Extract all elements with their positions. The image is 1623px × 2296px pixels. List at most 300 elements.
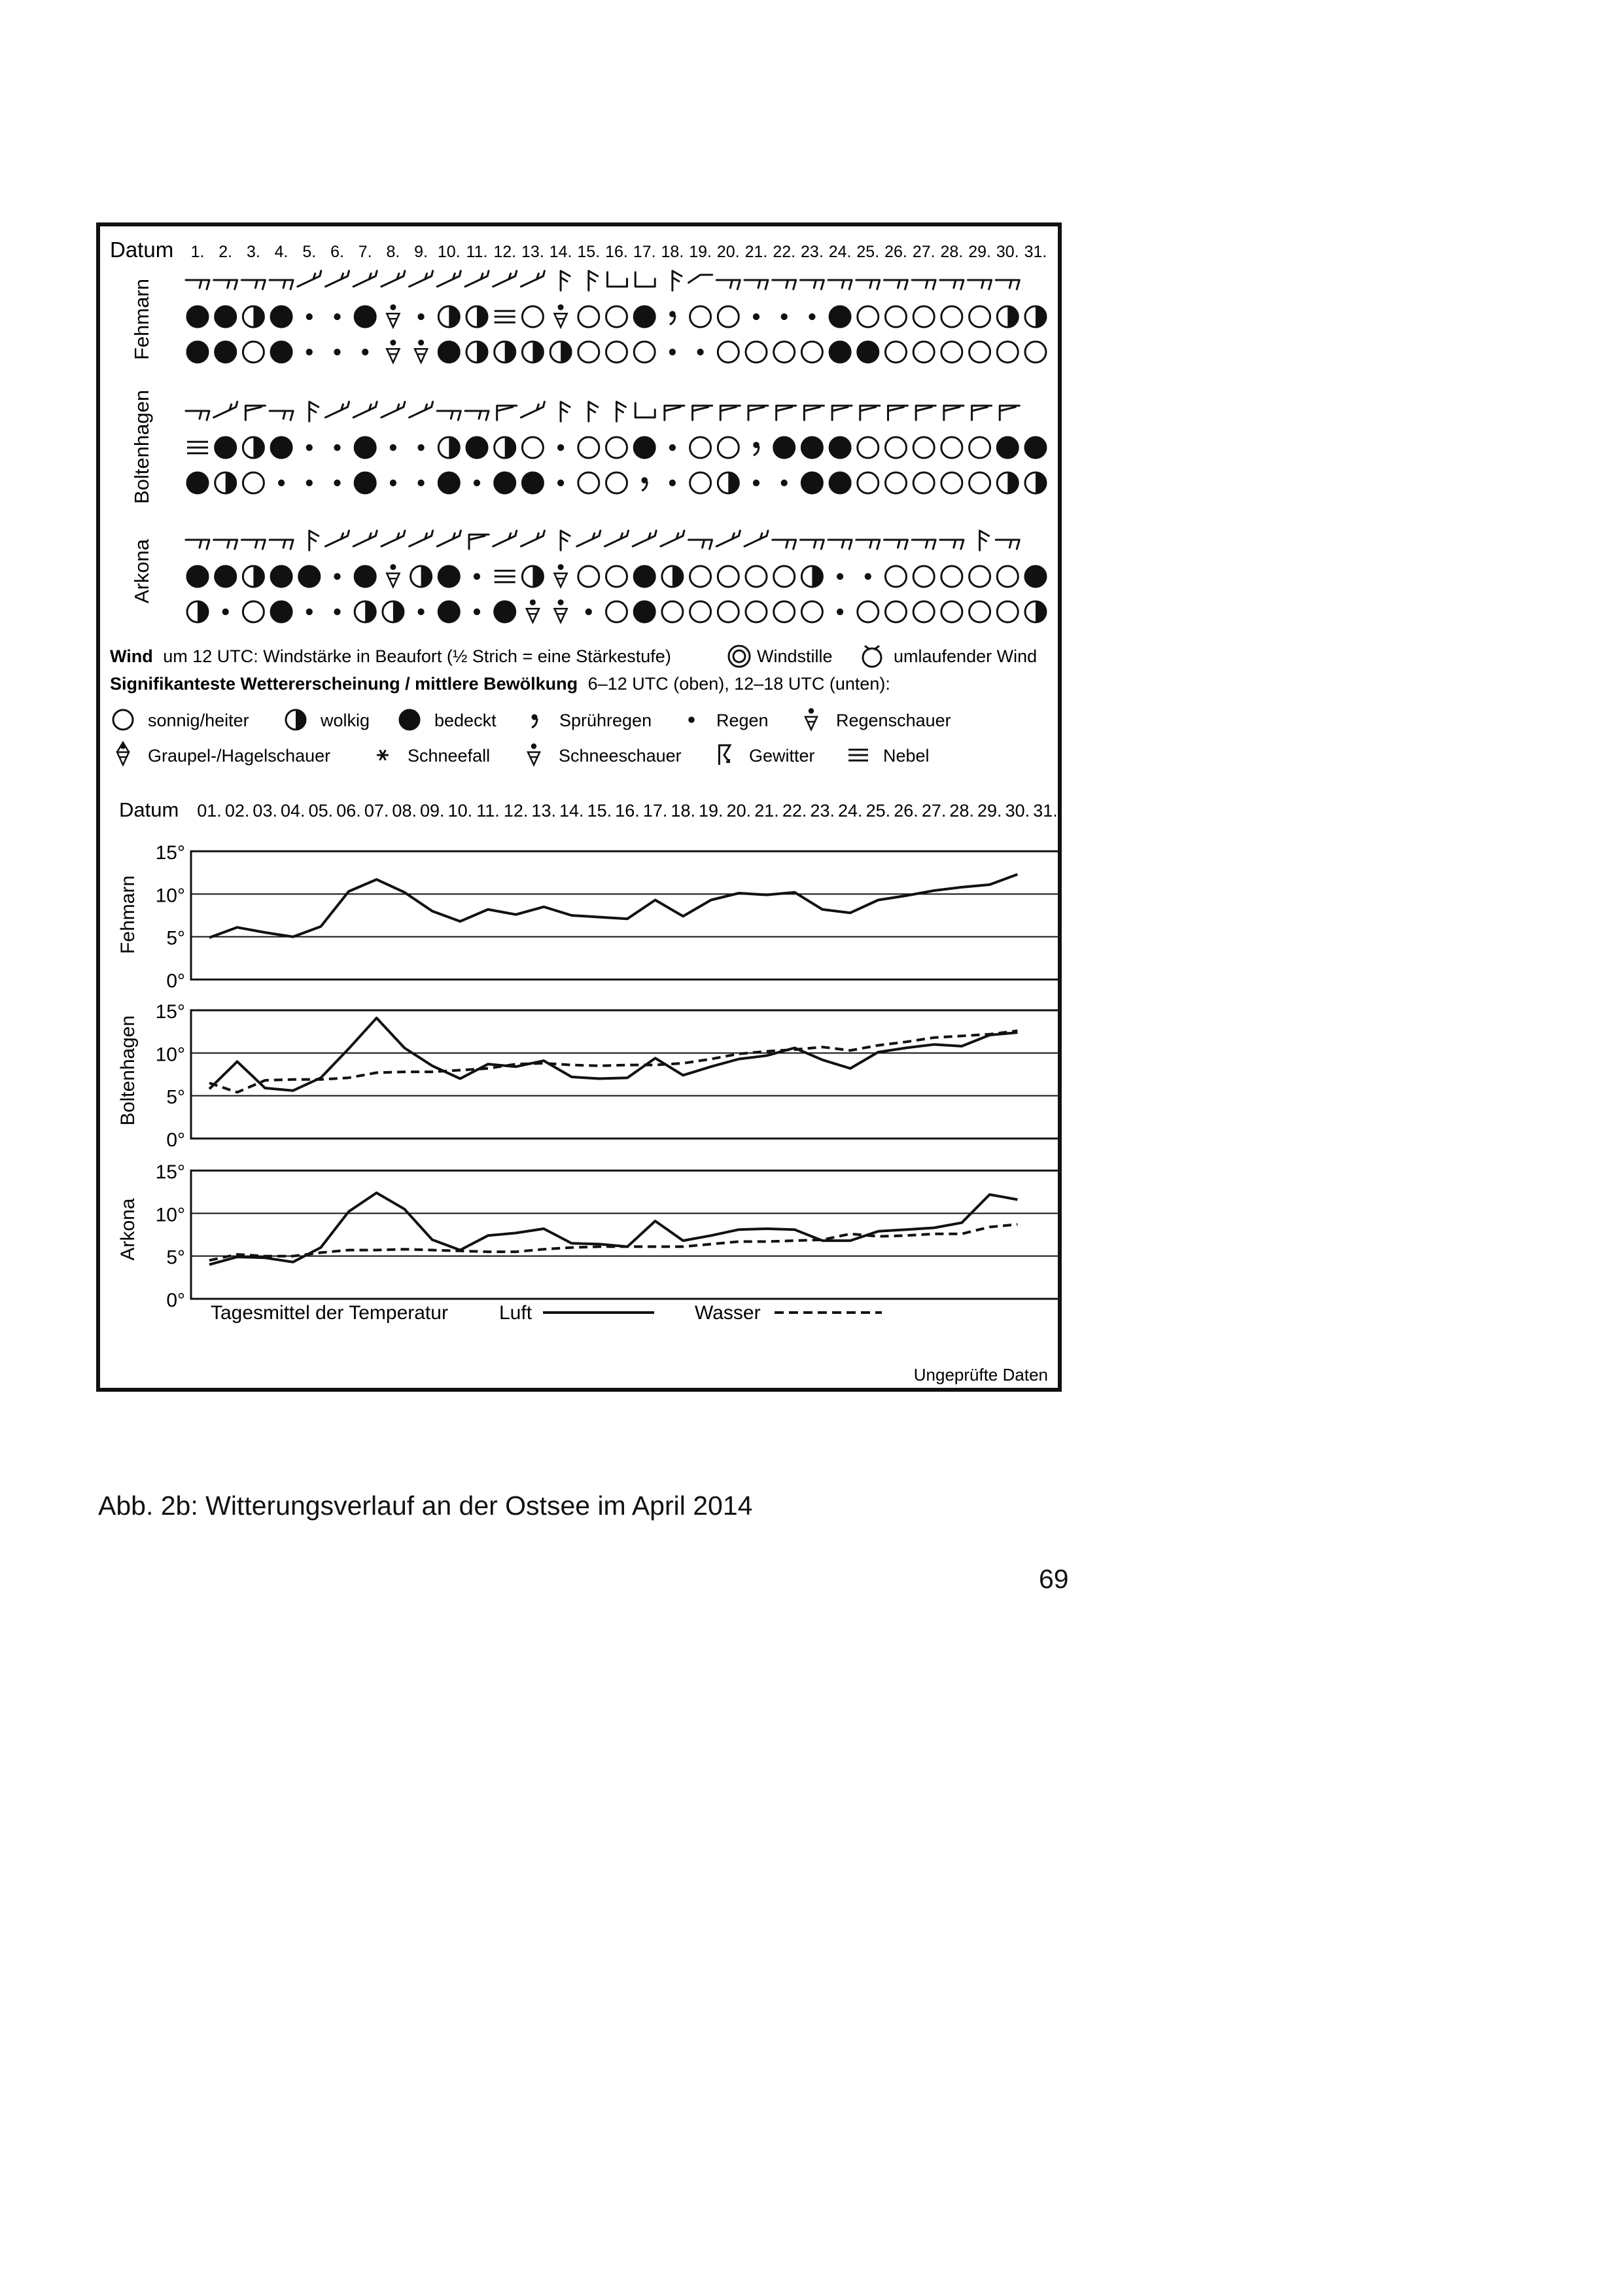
cloudy-icon — [997, 472, 1018, 493]
weather-day-label: 16. — [605, 243, 628, 261]
legend-wind-bold: Wind — [110, 646, 153, 666]
sunny-icon — [718, 342, 739, 362]
y-tick-label: 0° — [166, 970, 185, 992]
temp-day-label: 19. — [699, 801, 724, 821]
overcast-icon — [187, 472, 208, 493]
overcast-icon — [271, 437, 292, 458]
wind-barb-icon — [635, 403, 655, 417]
rain-icon — [306, 349, 313, 355]
sunny-icon — [801, 601, 822, 622]
temp-day-label: 01. — [197, 801, 222, 821]
temp-day-label: 30. — [1005, 801, 1030, 821]
wind-barb-icon — [689, 540, 712, 549]
cloudy-icon — [215, 472, 236, 493]
rain-icon — [390, 444, 396, 451]
wind-barb-icon — [716, 531, 740, 546]
weather-day-label: 31. — [1024, 243, 1047, 261]
legend-item — [286, 710, 370, 730]
cloudy-icon — [522, 566, 543, 587]
sunny-icon — [662, 601, 683, 622]
wind-barb-icon — [298, 271, 321, 287]
rain-icon — [474, 573, 480, 580]
legend — [110, 646, 1037, 766]
rain-shower-icon — [387, 340, 399, 362]
wind-barb-icon — [856, 280, 880, 289]
cloudy-icon — [662, 566, 683, 587]
wind-barb-icon — [410, 271, 433, 287]
sunny-icon — [718, 437, 739, 458]
wind-barb-icon — [980, 531, 989, 550]
temp-panel — [117, 1001, 1060, 1151]
wind-barb-icon — [309, 402, 319, 421]
cloudy-icon — [243, 306, 264, 327]
rain-icon — [837, 573, 843, 580]
temp-day-label: 17. — [642, 801, 668, 821]
rain-icon — [417, 444, 424, 451]
weather-day-label: 8. — [386, 243, 400, 261]
sunny-icon — [969, 566, 990, 587]
temp-day-label: 07. — [364, 801, 389, 821]
rain-icon — [417, 480, 424, 486]
cloudy-icon — [997, 306, 1018, 327]
legend-item-label: sonnig/heiter — [148, 711, 249, 730]
temp-day-label: 22. — [782, 801, 807, 821]
legend-item — [528, 743, 682, 766]
overcast-icon — [634, 566, 655, 587]
overcast-icon — [271, 601, 292, 622]
sunny-icon — [969, 472, 990, 493]
cloudy-icon — [243, 437, 264, 458]
cloudy-icon — [466, 306, 487, 327]
snow-shower-icon — [528, 743, 540, 765]
sunny-icon — [997, 566, 1018, 587]
y-tick-label: 0° — [166, 1290, 185, 1311]
y-tick-label: 10° — [155, 1044, 185, 1066]
temp-day-label: 26. — [894, 801, 918, 821]
wind-barb-icon — [1000, 406, 1019, 420]
sunny-icon — [969, 601, 990, 622]
wind-barb-icon — [437, 271, 461, 287]
weather-day-label: 4. — [274, 243, 288, 261]
rain-icon — [781, 313, 788, 320]
snow-icon — [377, 750, 389, 760]
y-tick-label: 10° — [155, 885, 185, 907]
sunny-icon — [606, 437, 627, 458]
drizzle-icon — [753, 442, 759, 455]
wind-barb-icon — [856, 540, 880, 549]
temp-day-label: 04. — [281, 801, 305, 821]
weather-day-label: 25. — [856, 243, 880, 261]
wind-barb-icon — [996, 540, 1019, 549]
rain-icon — [781, 480, 788, 486]
sunny-icon — [578, 342, 599, 362]
wind-barb-icon — [720, 406, 740, 420]
rain-icon — [585, 609, 592, 615]
sunny-icon — [243, 342, 264, 362]
rain-shower-icon — [555, 304, 567, 327]
wind-barb-icon — [884, 280, 908, 289]
legend-item — [113, 710, 249, 730]
sunny-icon — [969, 437, 990, 458]
sunny-icon — [606, 601, 627, 622]
overcast-icon — [829, 306, 850, 327]
sunny-icon — [746, 601, 767, 622]
legend-wx-text: 6–12 UTC (oben), 12–18 UTC (unten): — [587, 674, 890, 694]
rain-icon — [334, 573, 340, 580]
temp-day-label: 24. — [838, 801, 863, 821]
wind-barb-icon — [561, 271, 570, 291]
svg-text:Signifikanteste Wettererschein — [110, 674, 890, 694]
cloudy-icon — [286, 710, 305, 730]
weather-day-label: 19. — [689, 243, 712, 261]
rain-shower-icon — [555, 564, 567, 587]
rain-shower-icon — [387, 304, 399, 327]
legend-item-label: Schneeschauer — [559, 746, 682, 766]
svg-text:Wind um 12 UTC: Windstär — [110, 646, 671, 666]
thunder-icon — [720, 745, 731, 765]
sunny-icon — [690, 437, 711, 458]
temp-panels — [117, 842, 1060, 1311]
sunny-icon — [941, 566, 962, 587]
weather-day-label: 6. — [330, 243, 344, 261]
sunny-icon — [913, 566, 934, 587]
cloudy-icon — [187, 601, 208, 622]
wind-barb-icon — [912, 540, 935, 549]
overcast-icon — [355, 566, 375, 587]
sunny-icon — [774, 342, 795, 362]
legend-wind-text: um 12 UTC: Windstärke in Beaufort (½ Strich = eine Stärkestufe) — [163, 646, 671, 666]
legend-item-label: Schneefall — [408, 746, 491, 766]
overcast-icon — [355, 472, 375, 493]
weather-day-label: 21. — [744, 243, 768, 261]
sunny-icon — [690, 566, 711, 587]
wind-barb-icon — [888, 406, 908, 420]
wind-barb-icon — [241, 280, 265, 289]
wind-barb-icon — [561, 531, 570, 550]
weather-day-label: 17. — [633, 243, 656, 261]
legend-variable: umlaufender Wind — [894, 646, 1038, 666]
overcast-icon — [438, 342, 459, 362]
legend-item-label: Sprühregen — [559, 711, 652, 730]
temp-day-label: 10. — [447, 801, 473, 821]
temp-day-label: 15. — [587, 801, 612, 821]
temp-day-label: 05. — [308, 801, 334, 821]
wind-barb-icon — [214, 540, 237, 549]
overcast-icon — [829, 472, 850, 493]
weather-day-label: 15. — [577, 243, 601, 261]
rain-icon — [697, 349, 703, 355]
weather-day-label: 22. — [773, 243, 796, 261]
overcast-icon — [187, 342, 208, 362]
sunny-icon — [997, 342, 1018, 362]
variable-wind-icon — [863, 646, 881, 667]
weather-day-label: 28. — [940, 243, 964, 261]
legend-item-label: bedeckt — [434, 711, 497, 730]
overcast-icon — [299, 566, 320, 587]
sunny-icon — [634, 342, 655, 362]
overcast-icon — [634, 437, 655, 458]
temp-day-label: 27. — [921, 801, 947, 821]
wind-barb-icon — [381, 271, 405, 287]
y-tick-label: 5° — [166, 1246, 185, 1269]
rain-shower-icon — [415, 340, 427, 362]
temp-day-labels — [197, 801, 1058, 821]
y-tick-label: 15° — [155, 1161, 185, 1183]
rain-shower-icon — [555, 599, 567, 622]
sunny-icon — [941, 472, 962, 493]
sunny-icon — [997, 601, 1018, 622]
y-tick-label: 15° — [155, 1001, 185, 1023]
weather-day-label: 10. — [437, 243, 461, 261]
wind-barb-icon — [521, 531, 544, 546]
temp-legend-water: Wasser — [695, 1302, 761, 1324]
rain-icon — [306, 609, 313, 615]
sunny-icon — [243, 472, 264, 493]
sunny-icon — [969, 306, 990, 327]
sunny-icon — [913, 342, 934, 362]
rain-icon — [362, 349, 368, 355]
rain-icon — [474, 480, 480, 486]
legend-item-label: Regenschauer — [836, 711, 951, 730]
temp-panel — [117, 842, 1060, 992]
weather-day-label: 9. — [414, 243, 428, 261]
station-label: Boltenhagen — [130, 389, 153, 504]
wind-barb-icon — [493, 271, 517, 287]
sunny-icon — [858, 306, 879, 327]
wind-barb-icon — [521, 402, 544, 417]
legend-item-label: wolkig — [321, 711, 370, 730]
temp-day-label: 08. — [392, 801, 417, 821]
wind-barb-icon — [828, 280, 852, 289]
temp-legend-air: Luft — [499, 1302, 532, 1324]
overcast-icon — [215, 566, 236, 587]
sunny-icon — [690, 601, 711, 622]
wind-barb-icon — [497, 406, 517, 420]
fog-icon — [495, 571, 515, 582]
overcast-icon — [495, 601, 515, 622]
wind-barb-icon — [326, 271, 349, 287]
cloudy-icon — [1025, 306, 1046, 327]
wind-barb-icon — [944, 406, 964, 420]
wind-barb-icon — [661, 531, 684, 546]
wind-barb-icon — [270, 540, 293, 549]
wind-barb-icon — [381, 402, 405, 417]
weather-day-label: 13. — [521, 243, 544, 261]
y-tick-label: 10° — [155, 1204, 185, 1226]
sunny-icon — [913, 306, 934, 327]
temp-day-label: 02. — [224, 801, 250, 821]
rain-icon — [222, 609, 229, 615]
rain-shower-icon — [805, 708, 817, 730]
y-tick-label: 15° — [155, 842, 185, 864]
overcast-icon — [997, 437, 1018, 458]
rain-icon — [557, 444, 564, 451]
rain-icon — [837, 609, 843, 615]
overcast-icon — [215, 437, 236, 458]
rain-icon — [417, 609, 424, 615]
sunny-icon — [243, 601, 264, 622]
wind-barb-icon — [589, 402, 598, 421]
hail-shower-icon — [117, 743, 129, 766]
wind-barb-icon — [940, 280, 964, 289]
sunny-icon — [941, 306, 962, 327]
sunny-icon — [578, 306, 599, 327]
overcast-icon — [438, 566, 459, 587]
cloudy-icon — [1025, 472, 1046, 493]
weather-day-labels — [191, 243, 1047, 261]
overcast-icon — [400, 710, 419, 730]
sunny-icon — [690, 472, 711, 493]
wind-barb-icon — [186, 411, 209, 420]
overcast-icon — [215, 306, 236, 327]
wind-barb-icon — [589, 271, 598, 291]
station-label: Arkona — [130, 539, 153, 604]
rain-shower-icon — [527, 599, 539, 622]
weather-day-label: 20. — [716, 243, 740, 261]
wind-barb-icon — [748, 406, 768, 420]
page-number: 69 — [1039, 1564, 1069, 1594]
temp-day-label: 21. — [754, 801, 779, 821]
overcast-icon — [438, 601, 459, 622]
wind-barb-icon — [465, 411, 489, 420]
temp-day-label: 23. — [810, 801, 835, 821]
temp-day-label: 14. — [559, 801, 584, 821]
overcast-icon — [829, 342, 850, 362]
station-block — [130, 271, 1046, 362]
wind-barb-icon — [617, 402, 626, 421]
wind-barb-icon — [972, 406, 992, 420]
unchecked-data-note: Ungeprüfte Daten — [913, 1365, 1048, 1385]
sunny-icon — [886, 342, 907, 362]
wind-barb-icon — [270, 411, 293, 420]
figure-caption: Abb. 2b: Witterungsverlauf an der Ostsee im April 2014 — [98, 1491, 753, 1521]
rain-icon — [334, 480, 340, 486]
rain-icon — [688, 716, 695, 723]
temp-legend — [211, 1302, 882, 1324]
weather-day-label: 1. — [190, 243, 205, 261]
fog-icon — [187, 442, 208, 453]
weather-day-label: 29. — [968, 243, 991, 261]
overcast-icon — [271, 342, 292, 362]
cloudy-icon — [718, 472, 739, 493]
wind-barb-icon — [353, 271, 377, 287]
wind-barb-icon — [214, 280, 237, 289]
temp-day-label: 03. — [253, 801, 277, 821]
rain-icon — [865, 573, 871, 580]
temp-day-label: 31. — [1033, 801, 1058, 821]
cloudy-icon — [411, 566, 432, 587]
wind-barb-icon — [437, 531, 461, 546]
sunny-icon — [606, 306, 627, 327]
wind-barb-icon — [326, 402, 349, 417]
legend-item — [720, 745, 815, 766]
wind-barb-icon — [940, 540, 964, 549]
temp-station-label: Arkona — [117, 1198, 139, 1261]
sunny-icon — [886, 566, 907, 587]
wind-barb-icon — [744, 280, 768, 289]
wind-barb-icon — [326, 531, 349, 546]
temp-datum-label: Datum — [119, 798, 179, 821]
legend-item — [805, 708, 951, 730]
legend-item-label: Gewitter — [749, 746, 815, 766]
cloudy-icon — [522, 342, 543, 362]
cloudy-icon — [801, 566, 822, 587]
overcast-icon — [522, 472, 543, 493]
cloudy-icon — [438, 437, 459, 458]
cloudy-icon — [550, 342, 571, 362]
legend-item — [400, 710, 497, 730]
temp-day-label: 09. — [420, 801, 445, 821]
wind-barb-icon — [773, 540, 796, 549]
legend-item — [688, 711, 768, 730]
weather-day-label: 2. — [218, 243, 233, 261]
rain-icon — [306, 313, 313, 320]
wind-barb-icon — [916, 406, 935, 420]
overcast-icon — [271, 306, 292, 327]
wind-barb-icon — [186, 540, 209, 549]
sunny-icon — [746, 342, 767, 362]
sunny-icon — [606, 566, 627, 587]
weather-day-label: 5. — [302, 243, 317, 261]
calm-icon — [729, 646, 750, 667]
wind-barb-icon — [832, 406, 852, 420]
wind-barb-icon — [608, 272, 627, 287]
weather-datum-label: Datum — [110, 238, 174, 262]
overcast-icon — [215, 342, 236, 362]
legend-item — [532, 711, 652, 730]
wind-barb-icon — [884, 540, 908, 549]
weather-day-label: 27. — [912, 243, 935, 261]
wind-barb-icon — [860, 406, 880, 420]
cloudy-icon — [495, 342, 515, 362]
overcast-icon — [829, 437, 850, 458]
sunny-icon — [718, 306, 739, 327]
sunny-icon — [578, 566, 599, 587]
wind-barb-icon — [912, 280, 935, 289]
wind-barb-icon — [693, 406, 712, 420]
air-temp-line — [209, 1193, 1017, 1265]
temp-day-label: 06. — [336, 801, 361, 821]
overcast-icon — [1025, 566, 1046, 587]
temp-day-label: 20. — [726, 801, 752, 821]
wind-barb-icon — [689, 275, 712, 283]
wind-barb-icon — [465, 271, 489, 287]
wind-barb-icon — [186, 280, 209, 289]
sunny-icon — [941, 342, 962, 362]
sunny-icon — [718, 601, 739, 622]
overcast-icon — [634, 306, 655, 327]
legend-item-label: Graupel-/Hagelschauer — [148, 746, 331, 766]
temp-station-label: Fehmarn — [117, 875, 139, 955]
sunny-icon — [1025, 342, 1046, 362]
temp-plot-frame — [191, 851, 1060, 980]
sunny-icon — [522, 306, 543, 327]
weather-day-label: 18. — [661, 243, 684, 261]
overcast-icon — [634, 601, 655, 622]
overcast-icon — [355, 437, 375, 458]
weather-day-label: 7. — [358, 243, 372, 261]
air-temp-line — [209, 874, 1017, 938]
weather-day-label: 24. — [828, 243, 852, 261]
sunny-icon — [774, 601, 795, 622]
wind-barb-icon — [633, 531, 656, 546]
legend-item-label: Regen — [716, 711, 769, 730]
wind-barb-icon — [968, 280, 992, 289]
drizzle-icon — [669, 311, 676, 325]
wind-barb-icon — [605, 531, 629, 546]
temp-day-label: 12. — [503, 801, 529, 821]
wind-barb-icon — [410, 531, 433, 546]
